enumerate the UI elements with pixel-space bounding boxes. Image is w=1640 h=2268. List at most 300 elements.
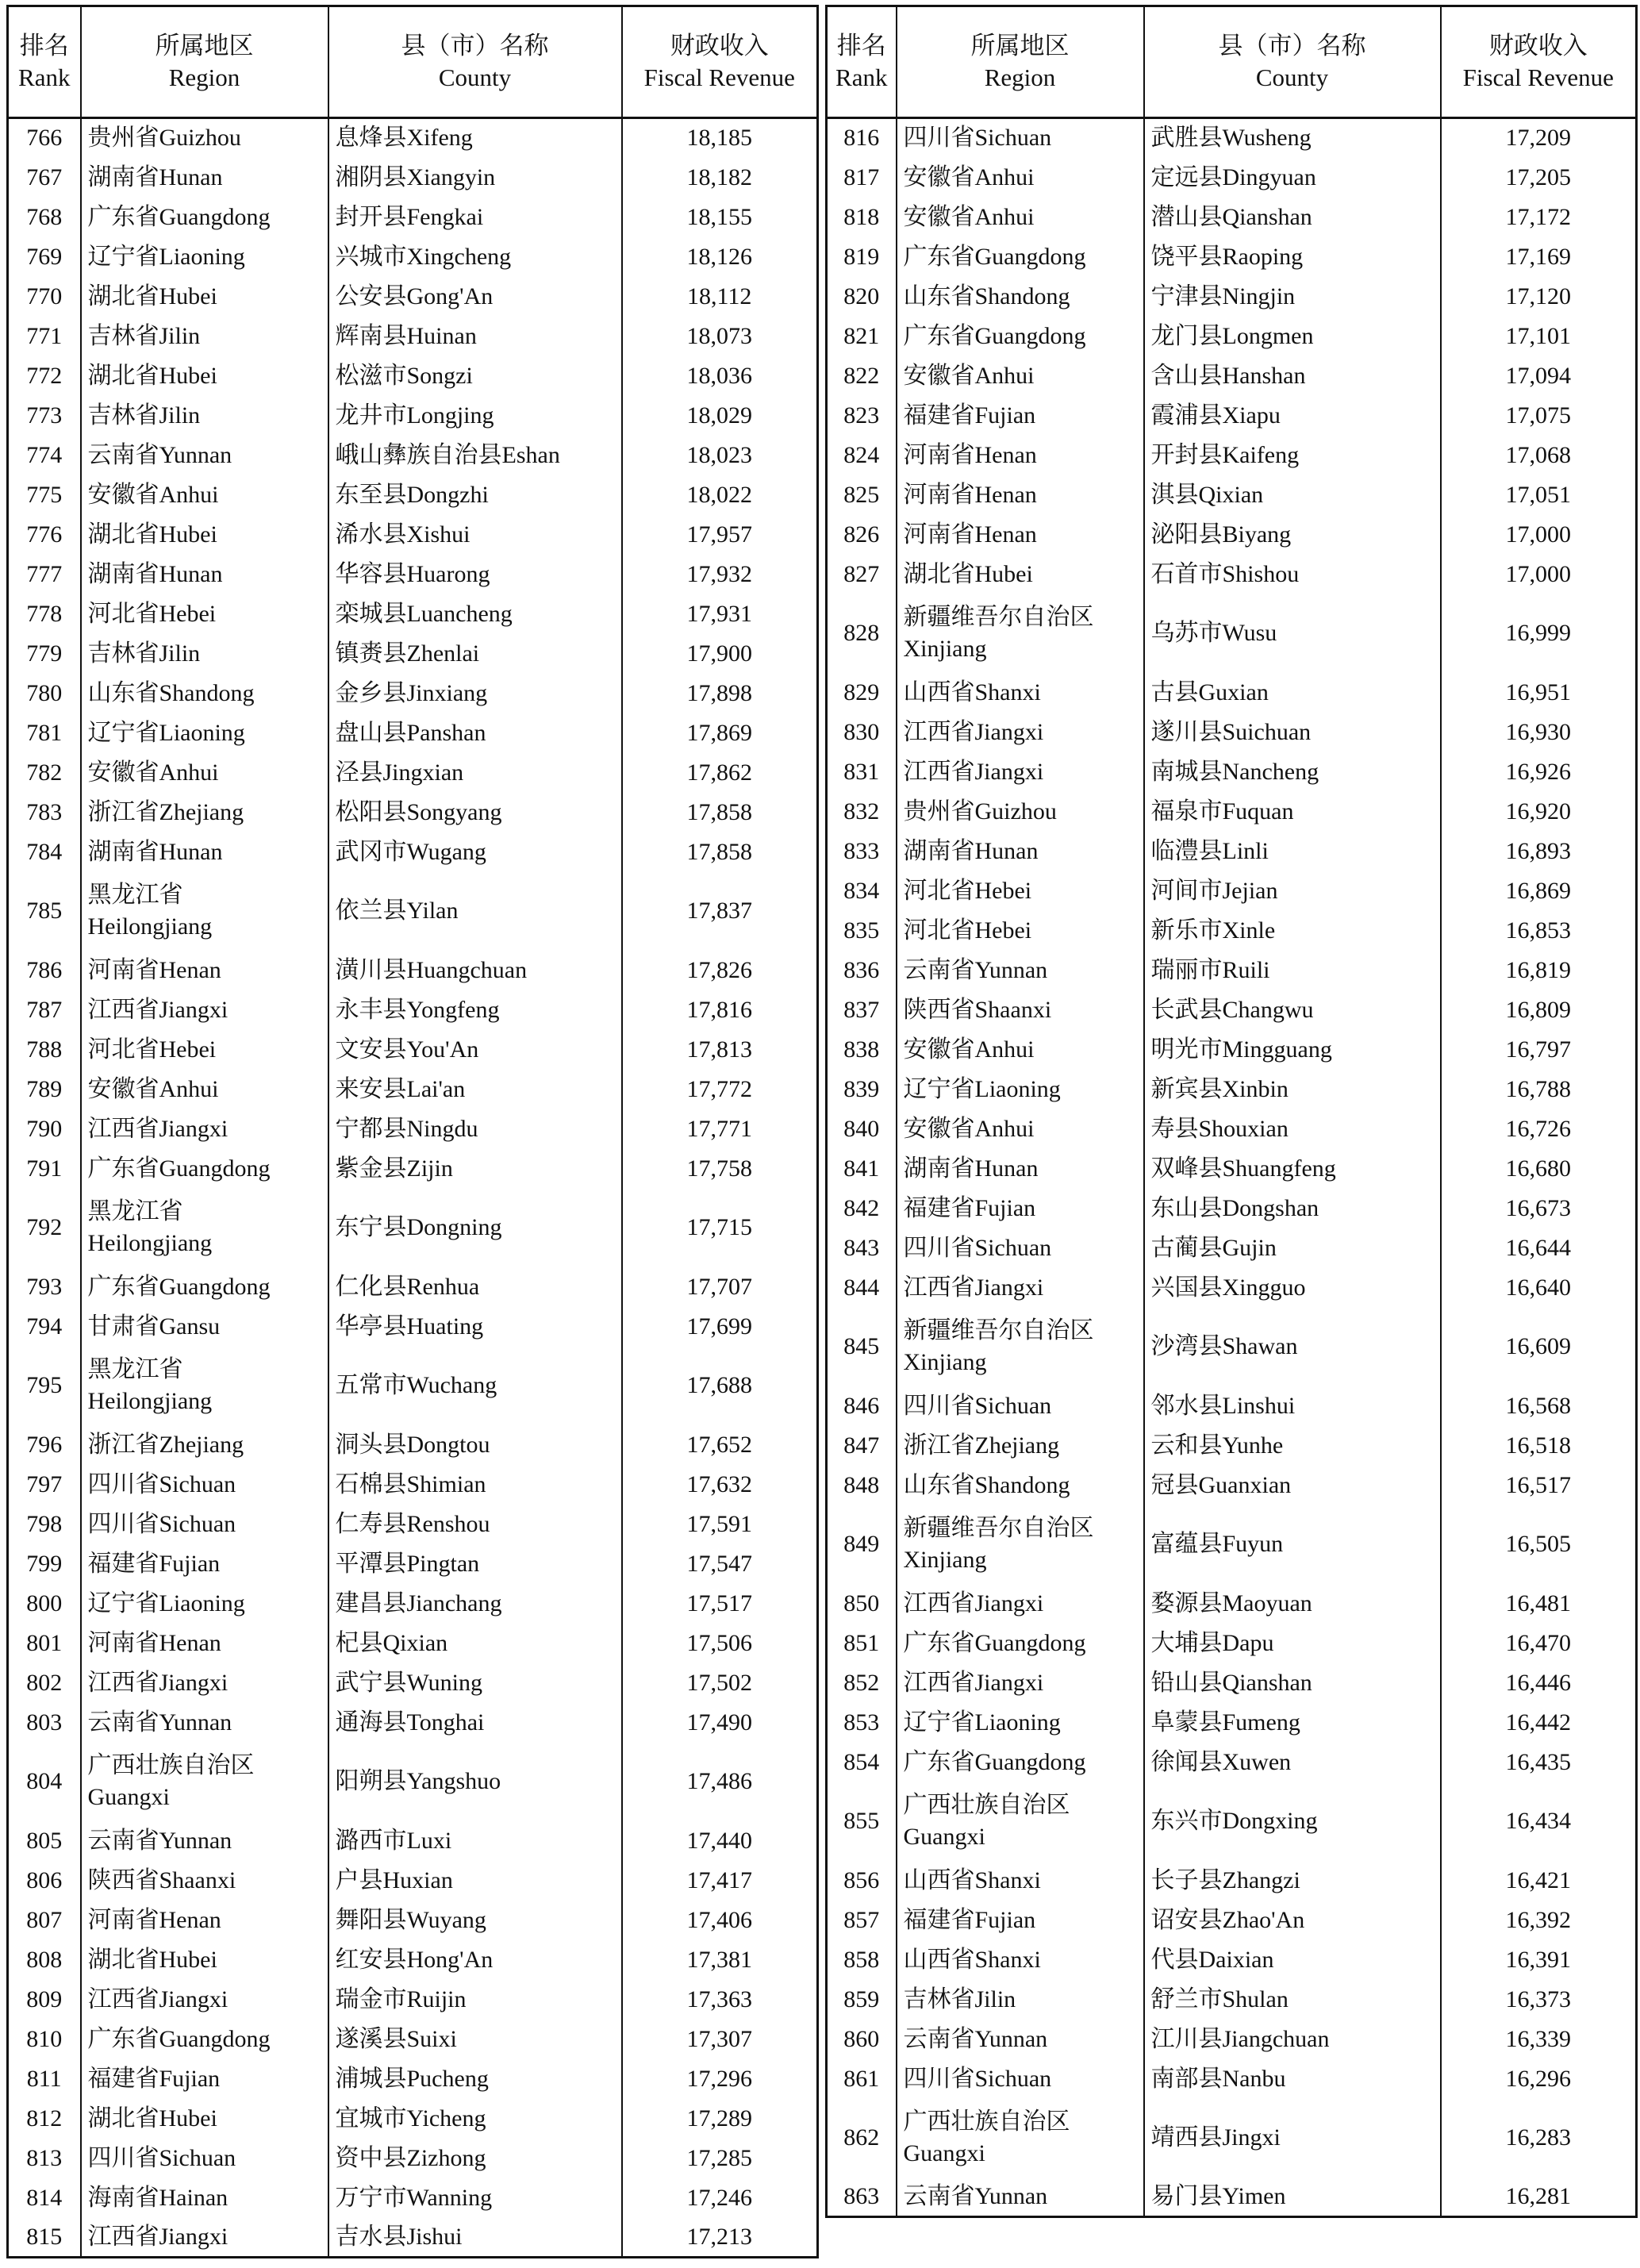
- rank-cell: 814: [8, 2178, 81, 2218]
- county-cell: 栾城县Luancheng: [328, 594, 622, 634]
- revenue-cell: 16,809: [1441, 990, 1637, 1030]
- table-row: [827, 475, 1637, 515]
- table-row: [827, 555, 1637, 594]
- revenue-cell: 17,363: [622, 1980, 818, 2020]
- table-row: [827, 1940, 1637, 1980]
- rank-cell: 854: [827, 1743, 897, 1782]
- rank-cell: 788: [8, 1030, 81, 1070]
- region-cell: 江西省Jiangxi: [897, 1663, 1144, 1703]
- county-cell: 靖西县Jingxi: [1144, 2099, 1441, 2178]
- revenue-cell: 17,307: [622, 2020, 818, 2059]
- rank-cell: 827: [827, 555, 897, 594]
- revenue-cell: 17,652: [622, 1425, 818, 1465]
- rank-cell: 860: [827, 2020, 897, 2059]
- region-cell: 安徽省Anhui: [897, 356, 1144, 396]
- rank-cell: 803: [8, 1703, 81, 1743]
- revenue-cell: 17,506: [622, 1624, 818, 1663]
- revenue-cell: 17,213: [622, 2218, 818, 2258]
- county-cell: 兴国县Xingguo: [1144, 1268, 1441, 1308]
- county-cell: 辉南县Huinan: [328, 317, 622, 356]
- region-cell: 广东省Guangdong: [81, 1267, 328, 1307]
- rank-cell: 820: [827, 277, 897, 317]
- region-cell: 浙江省Zhejiang: [897, 1426, 1144, 1466]
- region-cell: 湖北省Hubei: [81, 2099, 328, 2139]
- county-cell: 万宁市Wanning: [328, 2178, 622, 2218]
- county-cell: 饶平县Raoping: [1144, 237, 1441, 277]
- county-cell: 福泉市Fuquan: [1144, 792, 1441, 832]
- region-cell: [81, 1347, 328, 1425]
- region-cell: 云南省Yunnan: [897, 2178, 1144, 2217]
- revenue-cell: 17,075: [1441, 396, 1637, 436]
- rank-cell: 781: [8, 713, 81, 753]
- region-cell: 四川省Sichuan: [81, 2139, 328, 2178]
- rank-cell: 809: [8, 1980, 81, 2020]
- revenue-cell: 16,517: [1441, 1466, 1637, 1505]
- rank-cell: 796: [8, 1425, 81, 1465]
- table-row: [827, 673, 1637, 713]
- region-cell: 陕西省Shaanxi: [897, 990, 1144, 1030]
- rank-cell: 770: [8, 277, 81, 317]
- region-cell: 湖北省Hubei: [81, 1940, 328, 1980]
- table-row: [827, 713, 1637, 752]
- table-row: [8, 2059, 818, 2099]
- revenue-cell: 17,169: [1441, 237, 1637, 277]
- region-cell: 海南省Hainan: [81, 2178, 328, 2218]
- county-cell: 诏安县Zhao'An: [1144, 1901, 1441, 1940]
- region-cell: 安徽省Anhui: [81, 753, 328, 793]
- region-cell: [81, 872, 328, 951]
- county-cell: 南部县Nanbu: [1144, 2059, 1441, 2099]
- revenue-cell: 16,926: [1441, 752, 1637, 792]
- region-cell: 四川省Sichuan: [897, 1386, 1144, 1426]
- rank-cell: 825: [827, 475, 897, 515]
- table-row: [827, 436, 1637, 475]
- rank-cell: 849: [827, 1505, 897, 1584]
- header-row: [827, 6, 1637, 118]
- revenue-cell: 16,673: [1441, 1189, 1637, 1228]
- region-name-en: Guangxi: [903, 1824, 985, 1850]
- revenue-cell: 17,285: [622, 2139, 818, 2178]
- revenue-cell: 17,490: [622, 1703, 818, 1743]
- revenue-cell: 16,442: [1441, 1703, 1637, 1743]
- region-cell: 广东省Guangdong: [81, 198, 328, 237]
- region-cell: 山东省Shandong: [897, 1466, 1144, 1505]
- county-cell: 泌阳县Biyang: [1144, 515, 1441, 555]
- table-row: [827, 1743, 1637, 1782]
- county-cell: 永丰县Yongfeng: [328, 990, 622, 1030]
- rank-cell: 789: [8, 1070, 81, 1109]
- table-row: [8, 674, 818, 713]
- table-row: [8, 1663, 818, 1703]
- revenue-cell: 17,707: [622, 1267, 818, 1307]
- revenue-cell: 17,898: [622, 674, 818, 713]
- table-row: [8, 872, 818, 951]
- table-row: [8, 1901, 818, 1940]
- rank-cell: 777: [8, 555, 81, 594]
- revenue-cell: 18,029: [622, 396, 818, 436]
- region-cell: 河南省Henan: [897, 475, 1144, 515]
- region-cell: 云南省Yunnan: [81, 436, 328, 475]
- region-cell: [81, 1189, 328, 1267]
- rank-cell: 787: [8, 990, 81, 1030]
- table-row: [8, 2020, 818, 2059]
- region-cell: 云南省Yunnan: [897, 951, 1144, 990]
- rank-cell: 821: [827, 317, 897, 356]
- revenue-cell: 17,051: [1441, 475, 1637, 515]
- rank-cell: 843: [827, 1228, 897, 1268]
- table-row: [827, 2020, 1637, 2059]
- revenue-cell: 17,209: [1441, 118, 1637, 158]
- revenue-cell: 17,068: [1441, 436, 1637, 475]
- region-cell: 湖南省Hunan: [81, 158, 328, 198]
- county-cell: 明光市Mingguang: [1144, 1030, 1441, 1070]
- revenue-cell: 17,381: [622, 1940, 818, 1980]
- region-cell: 福建省Fujian: [897, 1189, 1144, 1228]
- county-cell: 云和县Yunhe: [1144, 1426, 1441, 1466]
- table-row: [8, 951, 818, 990]
- revenue-cell: 18,155: [622, 198, 818, 237]
- region-cell: 湖南省Hunan: [897, 1149, 1144, 1189]
- region-cell: 浙江省Zhejiang: [81, 793, 328, 832]
- region-cell: 福建省Fujian: [897, 1901, 1144, 1940]
- rank-cell: 844: [827, 1268, 897, 1308]
- table-row: [8, 594, 818, 634]
- county-cell: 盘山县Panshan: [328, 713, 622, 753]
- county-cell: 松阳县Songyang: [328, 793, 622, 832]
- table-body-left: [8, 118, 818, 2258]
- revenue-cell: 16,893: [1441, 832, 1637, 871]
- table-row: [8, 1703, 818, 1743]
- region-cell: 甘肃省Gansu: [81, 1307, 328, 1347]
- table-row: [8, 1980, 818, 2020]
- region-cell: 河南省Henan: [81, 1901, 328, 1940]
- county-cell: 华容县Huarong: [328, 555, 622, 594]
- rank-cell: 784: [8, 832, 81, 872]
- rank-cell: 806: [8, 1861, 81, 1901]
- table-row: [8, 713, 818, 753]
- revenue-cell: 16,392: [1441, 1901, 1637, 1940]
- region-cell: 江西省Jiangxi: [897, 1584, 1144, 1624]
- rank-cell: 837: [827, 990, 897, 1030]
- region-cell: 广东省Guangdong: [81, 2020, 328, 2059]
- rank-cell: 829: [827, 673, 897, 713]
- table-row: [8, 1624, 818, 1663]
- rank-cell: 775: [8, 475, 81, 515]
- region-name-en: Heilongjiang: [87, 913, 213, 940]
- county-cell: 易门县Yimen: [1144, 2178, 1441, 2217]
- table-row: [8, 1465, 818, 1505]
- revenue-cell: 17,172: [1441, 198, 1637, 237]
- county-cell: 镇赉县Zhenlai: [328, 634, 622, 674]
- county-cell: 武宁县Wuning: [328, 1663, 622, 1703]
- table-row: [827, 396, 1637, 436]
- region-cell: 湖北省Hubei: [81, 277, 328, 317]
- county-cell: 河间市Jejian: [1144, 871, 1441, 911]
- rank-cell: 852: [827, 1663, 897, 1703]
- revenue-cell: 17,826: [622, 951, 818, 990]
- county-cell: 长子县Zhangzi: [1144, 1861, 1441, 1901]
- rank-cell: 771: [8, 317, 81, 356]
- region-cell: 山西省Shanxi: [897, 673, 1144, 713]
- table-row: [8, 753, 818, 793]
- region-header: 所属地区 Region: [897, 6, 1144, 118]
- table-row: [8, 396, 818, 436]
- rank-cell: 824: [827, 436, 897, 475]
- region-cell: 辽宁省Liaoning: [81, 1584, 328, 1624]
- revenue-cell: 17,837: [622, 872, 818, 951]
- rank-cell: 862: [827, 2099, 897, 2178]
- revenue-cell: 16,869: [1441, 871, 1637, 911]
- revenue-cell: 17,813: [622, 1030, 818, 1070]
- region-cell: 吉林省Jilin: [897, 1980, 1144, 2020]
- table-row: [8, 1821, 818, 1861]
- rank-cell: 855: [827, 1782, 897, 1861]
- region-cell: 广东省Guangdong: [897, 1743, 1144, 1782]
- rank-cell: 769: [8, 237, 81, 277]
- ranking-table-left: [6, 5, 819, 2258]
- county-cell: 武胜县Wusheng: [1144, 118, 1441, 158]
- rank-cell: 861: [827, 2059, 897, 2099]
- county-cell: 瑞丽市Ruili: [1144, 951, 1441, 990]
- revenue-cell: 16,435: [1441, 1743, 1637, 1782]
- revenue-cell: 16,951: [1441, 673, 1637, 713]
- county-cell: 石首市Shishou: [1144, 555, 1441, 594]
- rank-cell: 776: [8, 515, 81, 555]
- table-row: [8, 317, 818, 356]
- county-cell: 阜蒙县Fumeng: [1144, 1703, 1441, 1743]
- county-cell: 江川县Jiangchuan: [1144, 2020, 1441, 2059]
- county-cell: 平潭县Pingtan: [328, 1544, 622, 1584]
- region-cell: 广东省Guangdong: [897, 317, 1144, 356]
- rank-cell: 848: [827, 1466, 897, 1505]
- region-cell: 四川省Sichuan: [897, 118, 1144, 158]
- revenue-cell: 17,957: [622, 515, 818, 555]
- revenue-cell: 16,788: [1441, 1070, 1637, 1109]
- region-cell: 辽宁省Liaoning: [81, 237, 328, 277]
- table-row: [827, 2099, 1637, 2178]
- county-cell: 通海县Tonghai: [328, 1703, 622, 1743]
- revenue-cell: 17,862: [622, 753, 818, 793]
- rank-cell: 836: [827, 951, 897, 990]
- revenue-cell: 17,517: [622, 1584, 818, 1624]
- county-cell: 松滋市Songzi: [328, 356, 622, 396]
- rank-cell: 826: [827, 515, 897, 555]
- table-row: [8, 356, 818, 396]
- region-cell: 浙江省Zhejiang: [81, 1425, 328, 1465]
- region-cell: 安徽省Anhui: [897, 1109, 1144, 1149]
- rank-cell: 853: [827, 1703, 897, 1743]
- rank-cell: 793: [8, 1267, 81, 1307]
- revenue-cell: 18,036: [622, 356, 818, 396]
- table-row: [827, 1861, 1637, 1901]
- table-row: [827, 752, 1637, 792]
- rank-cell: 798: [8, 1505, 81, 1544]
- county-cell: 洞头县Dongtou: [328, 1425, 622, 1465]
- county-cell: 金乡县Jinxiang: [328, 674, 622, 713]
- region-header: 所属地区 Region: [81, 6, 328, 118]
- region-name-en: Heilongjiang: [87, 1388, 213, 1414]
- county-cell: 浦城县Pucheng: [328, 2059, 622, 2099]
- county-cell: 南城县Nancheng: [1144, 752, 1441, 792]
- county-cell: 武冈市Wugang: [328, 832, 622, 872]
- county-cell: 临澧县Linli: [1144, 832, 1441, 871]
- table-row: [827, 1228, 1637, 1268]
- revenue-cell: 16,819: [1441, 951, 1637, 990]
- table-row: [8, 1070, 818, 1109]
- county-cell: 定远县Dingyuan: [1144, 158, 1441, 198]
- revenue-cell: 16,797: [1441, 1030, 1637, 1070]
- county-cell: 遂溪县Suixi: [328, 2020, 622, 2059]
- region-cell: 福建省Fujian: [81, 2059, 328, 2099]
- table-row: [827, 1386, 1637, 1426]
- county-cell: 来安县Lai'an: [328, 1070, 622, 1109]
- table-row: [827, 118, 1637, 158]
- county-cell: 遂川县Suichuan: [1144, 713, 1441, 752]
- rank-cell: 851: [827, 1624, 897, 1663]
- rank-cell: 808: [8, 1940, 81, 1980]
- revenue-cell: 16,640: [1441, 1268, 1637, 1308]
- revenue-cell: 16,434: [1441, 1782, 1637, 1861]
- rank-cell: 831: [827, 752, 897, 792]
- revenue-cell: 16,373: [1441, 1980, 1637, 2020]
- county-cell: 新宾县Xinbin: [1144, 1070, 1441, 1109]
- rank-cell: 791: [8, 1149, 81, 1189]
- table-row: [827, 356, 1637, 396]
- rank-cell: 846: [827, 1386, 897, 1426]
- table-row: [827, 1308, 1637, 1386]
- county-cell: 仁化县Renhua: [328, 1267, 622, 1307]
- revenue-cell: 17,417: [622, 1861, 818, 1901]
- county-cell: 新乐市Xinle: [1144, 911, 1441, 951]
- revenue-cell: 16,680: [1441, 1149, 1637, 1189]
- table-row: [8, 2178, 818, 2218]
- rank-cell: 790: [8, 1109, 81, 1149]
- region-cell: 江西省Jiangxi: [81, 1109, 328, 1149]
- region-name-zh: 新疆维吾尔自治区: [903, 1317, 1094, 1344]
- table-row: [827, 1663, 1637, 1703]
- region-cell: 安徽省Anhui: [81, 1070, 328, 1109]
- region-name-zh: 黑龙江省: [87, 1356, 183, 1382]
- rank-cell: 835: [827, 911, 897, 951]
- table-row: [8, 1861, 818, 1901]
- rank-cell: 845: [827, 1308, 897, 1386]
- rank-cell: 783: [8, 793, 81, 832]
- table-row: [8, 1149, 818, 1189]
- rank-cell: 818: [827, 198, 897, 237]
- table-row: [8, 1109, 818, 1149]
- rank-cell: 839: [827, 1070, 897, 1109]
- revenue-cell: 17,688: [622, 1347, 818, 1425]
- table-row: [827, 2178, 1637, 2217]
- county-cell: 铅山县Qianshan: [1144, 1663, 1441, 1703]
- revenue-cell: 17,094: [1441, 356, 1637, 396]
- rank-cell: 768: [8, 198, 81, 237]
- county-cell: 潜山县Qianshan: [1144, 198, 1441, 237]
- revenue-cell: 17,715: [622, 1189, 818, 1267]
- county-cell: 兴城市Xingcheng: [328, 237, 622, 277]
- region-cell: 四川省Sichuan: [81, 1465, 328, 1505]
- table-row: [8, 634, 818, 674]
- region-cell: 四川省Sichuan: [897, 1228, 1144, 1268]
- table-row: [8, 1347, 818, 1425]
- table-row: [8, 237, 818, 277]
- rank-cell: 774: [8, 436, 81, 475]
- region-cell: 广东省Guangdong: [897, 1624, 1144, 1663]
- revenue-cell: 17,816: [622, 990, 818, 1030]
- rank-cell: 807: [8, 1901, 81, 1940]
- region-cell: 河南省Henan: [81, 951, 328, 990]
- region-name-en: Xinjiang: [903, 1349, 987, 1375]
- region-cell: 安徽省Anhui: [897, 158, 1144, 198]
- table-row: [8, 158, 818, 198]
- county-cell: 淇县Qixian: [1144, 475, 1441, 515]
- revenue-cell: 17,440: [622, 1821, 818, 1861]
- table-row: [827, 594, 1637, 673]
- region-cell: 辽宁省Liaoning: [897, 1070, 1144, 1109]
- table-row: [8, 1584, 818, 1624]
- revenue-cell: 17,205: [1441, 158, 1637, 198]
- table-row: [827, 911, 1637, 951]
- table-row: [827, 951, 1637, 990]
- revenue-cell: 16,281: [1441, 2178, 1637, 2217]
- revenue-cell: 16,391: [1441, 1940, 1637, 1980]
- region-cell: 山西省Shanxi: [897, 1940, 1144, 1980]
- revenue-cell: 17,591: [622, 1505, 818, 1544]
- region-cell: [897, 1308, 1144, 1386]
- region-cell: 河南省Henan: [897, 436, 1144, 475]
- table-row: [8, 2218, 818, 2258]
- county-header: 县（市）名称 County: [328, 6, 622, 118]
- rank-cell: 819: [827, 237, 897, 277]
- rank-cell: 834: [827, 871, 897, 911]
- rank-cell: 778: [8, 594, 81, 634]
- region-cell: 江西省Jiangxi: [897, 713, 1144, 752]
- table-row: [827, 1268, 1637, 1308]
- table-body-right: [827, 118, 1637, 2217]
- rank-cell: 801: [8, 1624, 81, 1663]
- county-cell: 东宁县Dongning: [328, 1189, 622, 1267]
- rank-cell: 830: [827, 713, 897, 752]
- region-name-en: Xinjiang: [903, 1547, 987, 1573]
- region-cell: [897, 594, 1144, 673]
- revenue-cell: 16,920: [1441, 792, 1637, 832]
- county-cell: 宜城市Yicheng: [328, 2099, 622, 2139]
- rank-cell: 802: [8, 1663, 81, 1703]
- rank-cell: 863: [827, 2178, 897, 2217]
- county-cell: 五常市Wuchang: [328, 1347, 622, 1425]
- header-row: [8, 6, 818, 118]
- county-cell: 长武县Changwu: [1144, 990, 1441, 1030]
- rank-cell: 813: [8, 2139, 81, 2178]
- region-cell: [897, 1782, 1144, 1861]
- rank-cell: 786: [8, 951, 81, 990]
- region-cell: 吉林省Jilin: [81, 317, 328, 356]
- table-row: [8, 555, 818, 594]
- revenue-cell: 17,101: [1441, 317, 1637, 356]
- table-row: [827, 317, 1637, 356]
- rank-cell: 800: [8, 1584, 81, 1624]
- region-cell: 安徽省Anhui: [897, 198, 1144, 237]
- revenue-cell: 16,470: [1441, 1624, 1637, 1663]
- region-cell: 山西省Shanxi: [897, 1861, 1144, 1901]
- region-cell: 河南省Henan: [81, 1624, 328, 1663]
- county-cell: 龙井市Longjing: [328, 396, 622, 436]
- table-row: [827, 1466, 1637, 1505]
- rank-cell: 797: [8, 1465, 81, 1505]
- region-name-zh: 黑龙江省: [87, 1198, 183, 1224]
- region-cell: [897, 1505, 1144, 1584]
- revenue-cell: 17,296: [622, 2059, 818, 2099]
